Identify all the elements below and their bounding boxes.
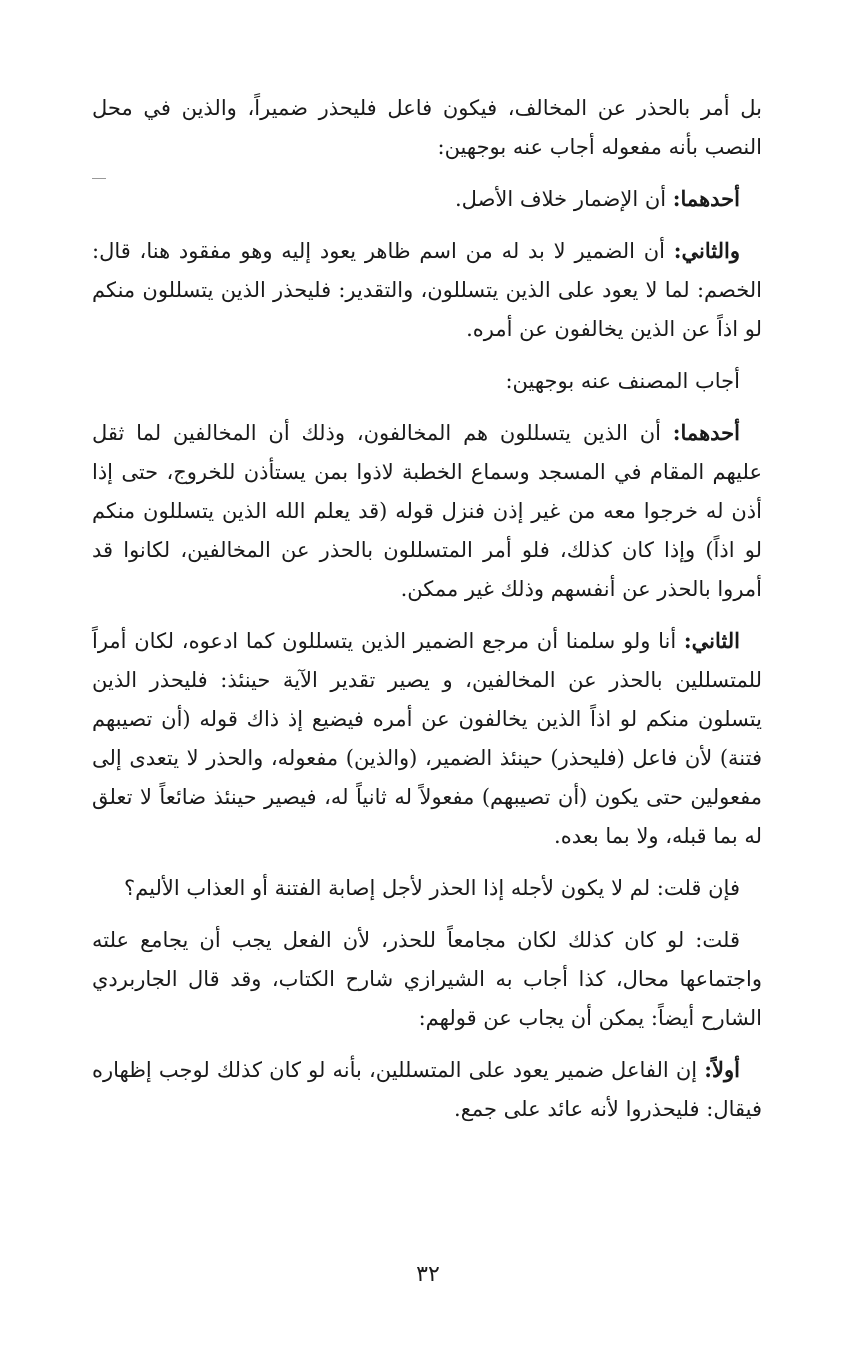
paragraph-lead: والثاني: <box>673 238 740 263</box>
paragraph-reply-second: الثاني: أنا ولو سلمنا أن مرجع الضمير الذين يتسللون كما ادعوه، لكان أمراً للمتسللين بالحذر عن المخالفين، و يصير تقدير الآية حينئذ: فليحذر الذين يتسلون منكم لو اذاً الذين يخالفون عن أمره فيضيع إذ ذاك قوله (أن تصيبهم فتنة) لأن فاعل (فليحذر) حينئذ الضمير، (والذين) مفعوله، والحذر لا يتعدى إلى مفعولين حتى يكون (أن تصيبهم) مفعولاً له ثانياً له، فيصير حينئذ ضائعاً لا تعلق له بما قبله، ولا بما بعده. <box>92 628 762 848</box>
paragraph-intro: بل أمر بالحذر عن المخالف، فيكون فاعل فليحذر ضميراً، والذين في محل النصب بأنه مفعوله أجاب عنه بوجهين: <box>92 96 762 159</box>
paragraph-objection: فإن قلت: لم لا يكون لأجله إذا الحذر لأجل إصابة الفتنة أو العذاب الأليم؟ <box>124 876 740 900</box>
paragraph-lead: الثاني: <box>683 628 740 653</box>
paragraph-lead: أحدهما: <box>672 186 740 211</box>
page-body <box>92 88 762 1141</box>
paragraph-first-reason: أحدهما: أن الإضمار خلاف الأصل. <box>454 186 740 211</box>
paragraph-firstly: أولاً: إن الفاعل ضمير يعود على المتسللين، بأنه لو كان كذلك لوجب إظهاره فيقال: فليحذروا لأنه عائد على جمع. <box>92 1057 762 1121</box>
paragraph-second-reason: والثاني: أن الضمير لا بد له من اسم ظاهر يعود إليه وهو مفقود هنا، قال: الخصم: لما لا يعود على الذين يتسللون، والتقدير: فليحذر الذين يتسللون منكم لو اذاً عن الذين يخالفون عن أمره. <box>92 238 762 341</box>
paragraph-lead: أولاً: <box>704 1057 740 1082</box>
paragraph-answer: قلت: لو كان كذلك لكان مجامعاً للحذر، لأن الفعل يجب أن يجامع علته واجتماعها محال، كذا أجاب به الشيرازي شارح الكتاب، وقد قال الجاربردي الشارح أيضاً: يمكن أن يجاب عن قولهم: <box>92 928 762 1030</box>
page-number: ٣٢ <box>416 1262 440 1287</box>
paragraph-lead: أحدهما: <box>672 420 740 445</box>
paragraph-author-reply: أجاب المصنف عنه بوجهين: <box>505 369 740 393</box>
paragraph-reply-first: أحدهما: أن الذين يتسللون هم المخالفون، وذلك أن المخالفين لما ثقل عليهم المقام في المسجد وسماع الخطبة لاذوا بمن يستأذن للخروج، حتى إذا أذن له خرجوا معه من غير إذن فنزل قوله (قد يعلم الله الذين يتسللون منكم لو اذاً) وإذا كان كذلك، فلو أمر المتسللون بالحذر عن المخالفين، لكانوا قد أمروا بالحذر عن أنفسهم وذلك غير ممكن. <box>92 420 762 601</box>
margin-mark <box>92 178 106 179</box>
